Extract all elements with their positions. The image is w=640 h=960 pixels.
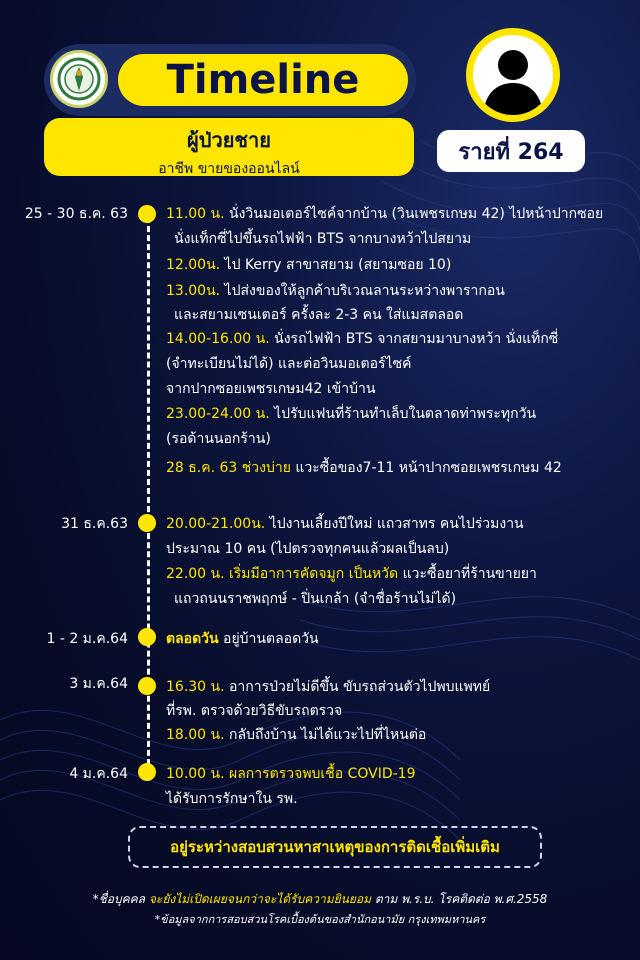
event-line [166, 254, 451, 276]
patient-label: ผู้ป่วยชาย [187, 128, 271, 152]
page-title: Timeline [166, 57, 360, 103]
event-time: 11.00 น. [166, 206, 225, 222]
event-text: ไปรับแฟนที่ร้านทำเล็บในตลาดท่าพระทุกวัน [269, 406, 537, 422]
event-time: 20.00-21.00น. [166, 516, 266, 532]
date-label: 3 ม.ค.64 [69, 676, 128, 692]
event-text: นั่งรถไฟฟ้า BTS จากสยามมาบางหว้า นั่งแท็กซี่ [269, 331, 559, 347]
date-label: 1 - 2 ม.ค.64 [46, 631, 128, 647]
timeline-dot [138, 677, 156, 695]
timeline-dot [138, 514, 156, 532]
case-number-badge [437, 130, 585, 172]
title-banner [118, 54, 408, 106]
timeline-dot [138, 763, 156, 781]
event-time: 10.00 น. ผลการตรวจพบเชื้อ COVID-19 [166, 766, 416, 782]
event-line [166, 457, 562, 479]
event-line: ที่รพ. ตรวจด้วยวิธีขับรถตรวจ [166, 703, 343, 719]
event-time: 18.00 น. [166, 727, 225, 743]
event-line: ได้รับการรักษาใน รพ. [166, 791, 298, 807]
date-label: 25 - 30 ธ.ค. 63 [24, 206, 128, 222]
event-time: 23.00-24.00 น. [166, 406, 270, 422]
event-text: นั่งวินมอเตอร์ไซค์จากบ้าน (วินเพชรเกษม 42) ไปหน้าปากซอย [224, 206, 604, 222]
event-line [166, 280, 505, 302]
event-line: และสยามเซนเตอร์ ครั้งละ 2-3 คน ใส่แมสตลอด [174, 307, 464, 323]
event-time: 16.30 น. [166, 679, 225, 695]
footer-disclaimer [0, 890, 640, 909]
event-line [166, 676, 490, 698]
event-line: นั่งแท็กซี่ไปขึ้นรถไฟฟ้า BTS จากบางหว้าไปสยาม [174, 231, 472, 247]
event-text: แวะซื้อของ7-11 หน้าปากซอยเพชรเกษม 42 [290, 460, 562, 476]
date-label: 4 ม.ค.64 [69, 766, 128, 782]
event-text: อยู่บ้านตลอดวัน [218, 631, 319, 647]
event-text: ไป Kerry สาขาสยาม (สยามซอย 10) [220, 257, 452, 273]
occupation-label: อาชีพ ขายของออนไลน์ [158, 161, 300, 177]
event-time: 22.00 น. เริ่มมีอาการคัดจมูก เป็นหวัด [166, 566, 399, 582]
case-number: รายที่ 264 [458, 139, 564, 165]
event-text: กลับถึงบ้าน ไม่ได้แวะไปที่ไหนต่อ [224, 727, 427, 743]
footer-highlight: จะยังไม่เปิดเผยจนกว่าจะได้รับความยินยอม [148, 892, 371, 906]
event-line [166, 328, 558, 350]
event-time: ตลอดวัน [166, 631, 219, 647]
event-text: แวะซื้อยาที่ร้านขายยา [398, 566, 537, 582]
event-text: อาการป่วยไม่ดีขึ้น ขับรถส่วนตัวไปพบแพทย์ [224, 679, 491, 695]
event-text: ไปส่งของให้ลูกค้าบริเวณลานระหว่างพารากอน [220, 283, 505, 299]
event-time: 13.00น. [166, 283, 221, 299]
timeline-dot [138, 205, 156, 223]
note-text: อยู่ระหว่างสอบสวนหาสาเหตุของการติดเชื้อเพิ่มเติม [170, 838, 500, 856]
event-line: ประมาณ 10 คน (ไปตรวจทุกคนแล้วผลเป็นลบ) [166, 541, 450, 557]
patient-info-box [44, 118, 414, 176]
event-time: 12.00น. [166, 257, 221, 273]
anonymous-person-icon [473, 35, 553, 115]
footer-text: ตาม พ.ร.บ. โรคติดต่อ พ.ศ.2558 [371, 892, 548, 906]
date-label: 31 ธ.ค.63 [61, 516, 128, 532]
event-line [166, 513, 524, 535]
avatar [466, 28, 560, 122]
event-time: 14.00-16.00 น. [166, 331, 270, 347]
event-line [166, 563, 537, 585]
investigation-note [128, 826, 542, 868]
event-line [166, 203, 603, 225]
footer-source: *ข้อมูลจากการสอบสวนโรคเบื้องต้นของสำนักอนามัย กรุงเทพมหานคร [154, 913, 486, 926]
timeline-dot [138, 628, 156, 646]
event-line: (จำทะเบียนไม่ได้) และต่อวินมอเตอร์ไซค์ [166, 356, 412, 372]
event-line [166, 403, 536, 425]
event-time: 28 ธ.ค. 63 ช่วงบ่าย [166, 460, 291, 476]
footer-text: *ชื่อบุคคล [92, 892, 149, 906]
event-line [166, 628, 319, 650]
event-line [166, 763, 415, 785]
event-line: แถวถนนราชพฤกษ์ - ปิ่นเกล้า (จำชื่อร้านไม่ได้) [174, 591, 457, 607]
bangkok-seal-icon [50, 50, 108, 108]
event-text: ไปงานเลี้ยงปีใหม่ แถวสาทร คนไปร่วมงาน [265, 516, 524, 532]
event-line [166, 724, 426, 746]
event-line: (รอด้านนอกร้าน) [166, 431, 271, 447]
event-line: จากปากซอยเพชรเกษม42 เข้าบ้าน [166, 381, 376, 397]
